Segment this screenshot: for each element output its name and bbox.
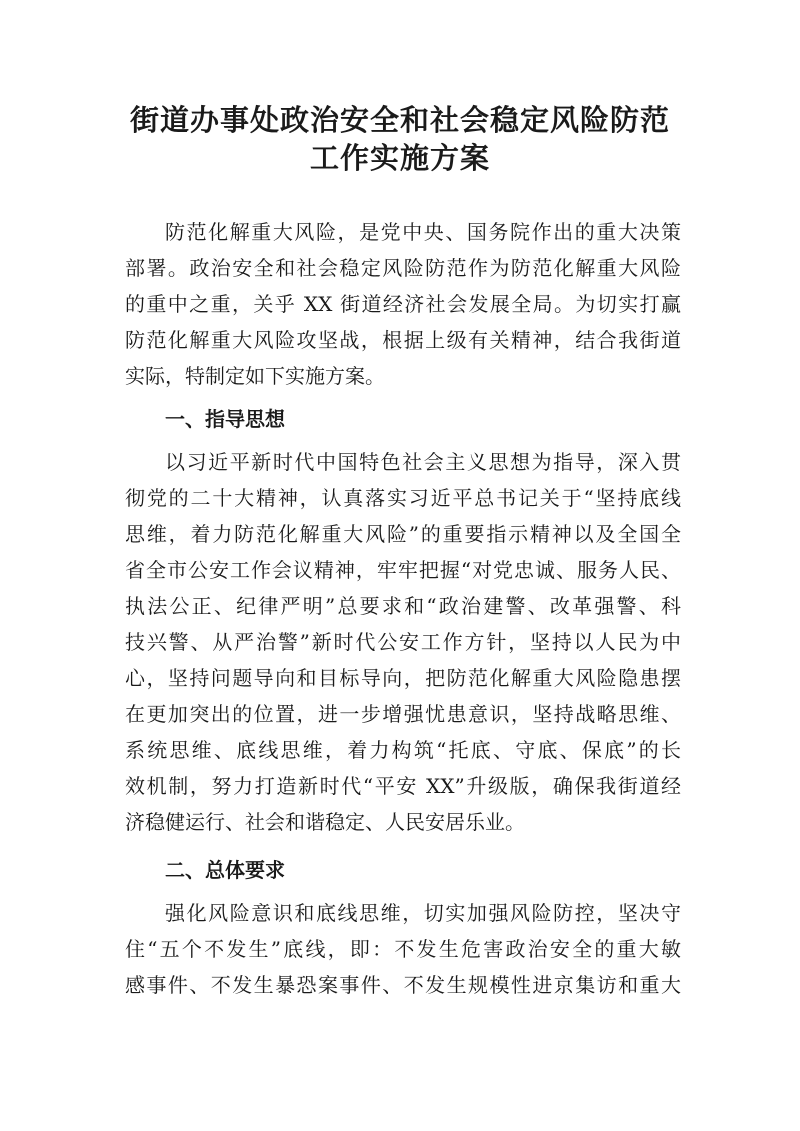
- section1-line: 以习近平新时代中国特色社会主义思想为指导，深入贯: [165, 450, 681, 474]
- section1-line: 心，坚持问题导向和目标导向，把防范化解重大风险隐患摆: [125, 666, 681, 690]
- section-heading-guiding-ideology: 一、指导思想: [165, 407, 285, 431]
- section1-line: 技兴警、从严治警”新时代公安工作方针，坚持以人民为中: [125, 630, 681, 654]
- section2-line: 强化风险意识和底线思维，切实加强风险防控，坚决守: [165, 901, 681, 925]
- section1-line: 思维，着力防范化解重大风险”的重要指示精神以及全国全: [125, 522, 681, 546]
- intro-line: 部署。政治安全和社会稳定风险防范作为防范化解重大风险: [125, 256, 681, 280]
- section1-line: 济稳健运行、社会和谐稳定、人民安居乐业。: [125, 810, 525, 834]
- document-title-line-2: 工作实施方案: [309, 141, 490, 175]
- section1-line: 执法公正、纪律严明”总要求和“政治建警、改革强警、科: [125, 594, 681, 618]
- section1-line: 省全市公安工作会议精神，牢牢把握“对党忠诚、服务人民、: [125, 558, 681, 582]
- section-heading-general-requirements: 二、总体要求: [165, 858, 285, 882]
- section1-line: 系统思维、底线思维，着力构筑“托底、守底、保底”的长: [125, 738, 681, 762]
- intro-line: 防范化解重大风险，是党中央、国务院作出的重大决策: [165, 220, 681, 244]
- section1-line: 在更加突出的位置，进一步增强忧患意识，坚持战略思维、: [125, 702, 681, 726]
- intro-line: 实际，特制定如下实施方案。: [125, 364, 385, 388]
- section1-line: 效机制，努力打造新时代“平安 XX”升级版，确保我街道经: [125, 774, 681, 798]
- intro-line: 防范化解重大风险攻坚战，根据上级有关精神，结合我街道: [125, 328, 681, 352]
- intro-line: 的重中之重，关乎 XX 街道经济社会发展全局。为切实打赢: [125, 292, 681, 316]
- section2-line: 住“五个不发生”底线，即：不发生危害政治安全的重大敏: [125, 937, 681, 961]
- section2-line: 感事件、不发生暴恐案事件、不发生规模性进京集访和重大: [125, 973, 681, 997]
- document-title-line-1: 街道办事处政治安全和社会稳定风险防范: [129, 103, 670, 137]
- section1-line: 彻党的二十大精神，认真落实习近平总书记关于“坚持底线: [125, 486, 681, 510]
